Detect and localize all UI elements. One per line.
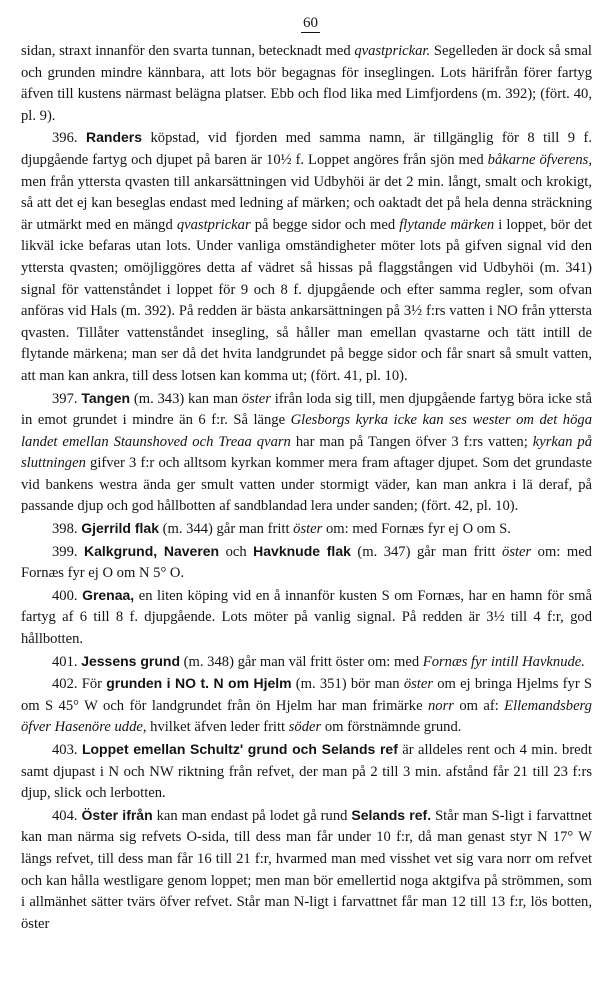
body-text-run: 401.	[52, 653, 82, 670]
emphasis-text: qvastprickar	[176, 216, 251, 233]
page-number-text: 60	[303, 15, 318, 31]
emphasis-text: öster	[241, 390, 271, 407]
body-text-run: om: med Fornæs fyr ej O om N 5° O.	[21, 543, 592, 582]
heading-term: Kalkgrund, Naveren	[84, 542, 220, 559]
body-text-run: 396.	[52, 130, 86, 147]
heading-term: Loppet emellan Schultz' grund och Selands ref	[81, 741, 398, 757]
heading-term: Jessens grund	[81, 652, 181, 669]
body-text-run: 399.	[52, 543, 85, 560]
emphasis-text: båkarne öfverens,	[487, 151, 592, 168]
heading-term: Tangen	[81, 389, 131, 406]
emphasis-text: söder	[288, 719, 322, 736]
body-text-run: (m. 348) går man väl fritt öster om: med	[180, 653, 423, 670]
paragraph	[21, 388, 592, 519]
body-text-run: i loppet, bör det likväl icke befaras utan lots. Under vanliga omständigheter möter lots på gifven signal vid den yttersta qvasten; omöjliggöres detta af vädret så hissas på flaggstången vid Udbyhöi (m. 341) signal för vattenståndet i loppet för 9 och 8 f. djupgående och efter samma regler, som ofvan anföras vid Hals (m. 392). På redden är bästa ankarsättningen på 3½ f:rs vatten i NO från yttersta qvasten. Tillåter vattenståndet insegling, så håller man emellan qvastarne och tätt intill de flytande märkena; man ser då det hvita landgrundet på begge sidor och får snart så smult vatten, att man kan ankra, till dess lotsen kan komma ut; (fört. 41, pl. 10).	[21, 216, 593, 384]
paragraph	[21, 739, 592, 805]
body-text-run: på begge sidor och med	[250, 216, 400, 233]
body-text-run: köpstad, vid fjorden med samma namn, är tillgänglig för 8 till 9 f. djupgående fartyg och djupet på baren är 10½ f. Loppet angöres från sjön med	[21, 130, 593, 168]
body-text-run: 403.	[52, 742, 82, 758]
heading-term: Randers	[86, 129, 143, 146]
body-text-run: men från yttersta qvasten till ankarsättningen vid Udbyhöi är det 2 min. långt, smalt och krokigt, så att det ej kan beseglas endast med ledning af märken; och oaktadt det på hela denna sträckning är utmärkt med en mängd	[21, 173, 592, 233]
body-text-run: hvilket äfven leder fritt	[146, 719, 289, 736]
emphasis-text: öster	[293, 521, 323, 538]
paragraph	[21, 673, 592, 739]
heading-term: Grenaa,	[82, 586, 135, 603]
body-text-run: om af:	[453, 697, 505, 714]
body-text-run: ifrån loda sig till, men djupgående fartyg böra icke stå in emot grundet i mindre än 6 f:r. Så länge	[21, 390, 593, 429]
body-text-run: kan man endast på lodet gå rund	[152, 807, 352, 824]
body-text-run: om: med Fornæs fyr ej O om S.	[322, 521, 511, 538]
body-text-run: om förstnämnde grund.	[321, 719, 462, 736]
body-text-run: 397.	[52, 390, 82, 407]
emphasis-text: flytande märken	[399, 216, 495, 233]
paragraph	[21, 541, 592, 585]
emphasis-text: öster	[403, 676, 434, 693]
body-text-run: gifver 3 f:r och alltsom kyrkan kommer mera fram aftager djupet. Som det grundaste vid bankens westra ända ger smult vatten under stormigt väder, kan man ankra i lä deraf, på passande djup och god hållbotten af sandblandad lera under sanden; (fört. 42, pl. 10).	[21, 455, 592, 515]
emphasis-text: Glesborgs kyrka icke kan ses wester om det höga landet emellan Staunshoved och Treaa qvarn	[21, 412, 592, 450]
body-text-run: sidan, straxt innanför den svarta tunnan, betecknadt med	[21, 43, 355, 59]
body-text-run: 404.	[52, 807, 82, 824]
page-number	[21, 14, 592, 33]
body-text-run: 402. För	[52, 676, 107, 693]
paragraph	[21, 127, 592, 387]
body-text-run: 400.	[52, 587, 83, 604]
heading-term: Öster ifrån	[81, 806, 153, 823]
paragraph	[21, 805, 592, 936]
emphasis-text: qvastprickar.	[354, 43, 431, 59]
body-text-run: (m. 344) går man fritt	[159, 521, 294, 538]
body-text-run: (m. 343) kan man	[130, 390, 242, 407]
heading-term: Selands ref.	[351, 806, 432, 823]
emphasis-text: Fornæs fyr intill Havknude.	[422, 653, 585, 670]
paragraph	[21, 41, 592, 127]
heading-term: Gjerrild flak	[81, 520, 159, 537]
emphasis-text: Ellemandsberg öfver Hasenöre udde,	[21, 697, 592, 736]
paragraph	[21, 518, 592, 541]
emphasis-text: öster	[502, 543, 532, 560]
body-text-run: och	[219, 543, 254, 560]
heading-term: grunden i NO t. N om Hjelm	[106, 675, 292, 692]
paragraph	[21, 651, 592, 674]
emphasis-text: norr	[427, 697, 454, 714]
emphasis-text: kyrkan på sluttningen	[21, 433, 592, 472]
body-text-run: Segelleden är dock så smal och grunden mindre kännbara, att lots bör begagnas för inseglingen. Lots härifrån förer fartyg äfven till kustens närmast belägna platser. Ebb och flod lika med Limfjordens (m. 392); (fört. 40, pl. 9).	[21, 43, 592, 124]
body-text-run: en liten köping vid en å innanför kusten S om Fornæs, har en hamn för små fartyg af 6 till 8 f. djupgående. Lots möter på vanlig signal. På redden är 3½ till 4 f:r, god hållbotten.	[21, 587, 592, 648]
body-text-run: Står man S-ligt i farvattnet kan man närma sig refvets O-sida, till dess man får under 10 f:r, då man genast styr N 17° W längs refvet, till dess man får 16 till 21 f:r, hvarmed man med visshet vet sig vara norr om refvet och kan hålla westligare genom loppet; men man bör emellertid noga aktgifva på strömmen, som i allmänhet sätter tvärs öfver refvet. Står man N-ligt i farvattnet får man 12 till 13 f:r, lös botten, öster	[21, 807, 592, 932]
body-text	[21, 41, 592, 935]
body-text-run: (m. 351) bör man	[291, 676, 404, 693]
body-text-run: om ej bringa Hjelms fyr S om S 45° W och för landgrundet från ön Hjelm har man frimärke	[21, 676, 593, 714]
heading-term: Havknude flak	[253, 542, 351, 559]
paragraph	[21, 585, 592, 651]
body-text-run: (m. 347) går man fritt	[350, 543, 503, 560]
body-text-run: är alldeles rent och 4 min. bredt samt djupast i N och NW riktning från refvet, der man på 2 till 3 min. afstånd får 21 till 23 f:rs djup, slick och lerbotten.	[21, 742, 593, 802]
body-text-run: har man på Tangen öfver 3 f:rs vatten;	[290, 433, 533, 450]
body-text-run: 398.	[52, 521, 82, 538]
